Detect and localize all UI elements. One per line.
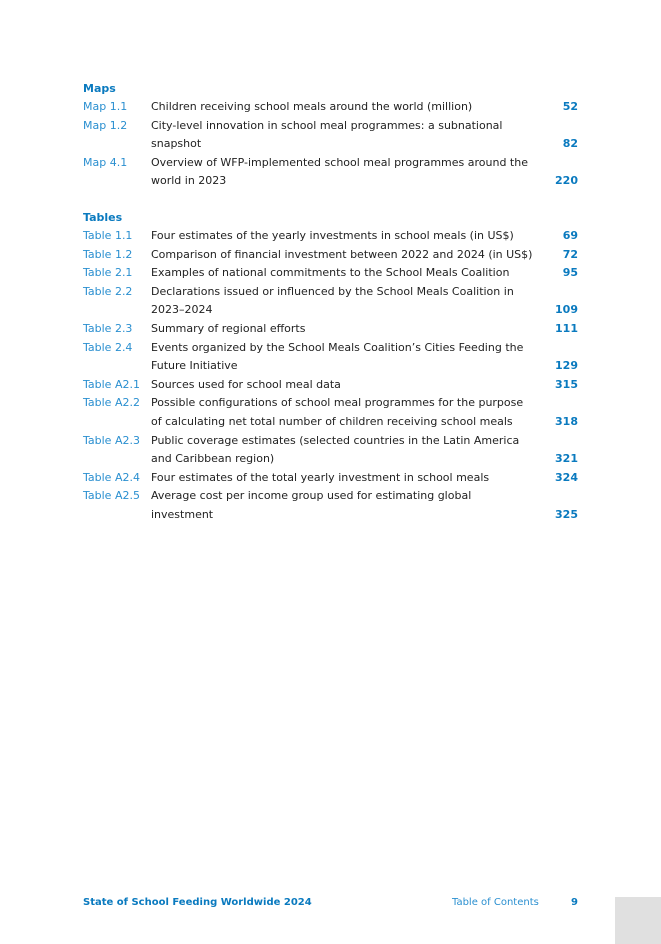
tables-heading: Tables xyxy=(83,211,123,224)
entry-label: Table 2.3 xyxy=(83,321,133,335)
entry-title: Examples of national commitments to the School Meals Coalition xyxy=(151,266,510,280)
footer-page-number: 9 xyxy=(571,897,578,908)
footer-section-link[interactable]: Table of Contents xyxy=(452,897,539,908)
toc-entry-map-4-1[interactable] xyxy=(83,154,578,191)
page-corner-tab xyxy=(615,897,661,944)
toc-entry-table-2-1[interactable] xyxy=(83,264,578,283)
tables-section xyxy=(83,209,578,525)
toc-entry-table-a2-4[interactable] xyxy=(83,469,578,488)
entry-page-link[interactable]: 95 xyxy=(562,266,578,280)
entry-page-link[interactable]: 69 xyxy=(562,229,578,242)
entry-page-link[interactable]: 82 xyxy=(562,137,578,151)
entry-page-link[interactable]: 129 xyxy=(555,359,578,373)
entry-label: Table A2.1 xyxy=(83,377,140,391)
maps-heading: Maps xyxy=(83,82,116,95)
entry-label: Map 1.2 xyxy=(83,118,128,132)
toc-entry-map-1-2[interactable] xyxy=(83,117,578,154)
toc-entry-table-a2-5[interactable] xyxy=(83,487,578,524)
toc-entry-table-a2-3[interactable] xyxy=(83,432,578,469)
footer-report-title: State of School Feeding Worldwide 2024 xyxy=(83,897,312,908)
toc-entry-table-2-4[interactable] xyxy=(83,339,578,376)
entry-title: Events organized by the School Meals Coalition’s Cities Feeding the Future Initiative xyxy=(151,340,524,373)
entry-label: Table 2.4 xyxy=(83,340,133,354)
entry-title: Comparison of financial investment between 2022 and 2024 (in US$) xyxy=(151,247,533,261)
entry-title: Overview of WFP-implemented school meal programmes around the world in 2023 xyxy=(151,155,528,188)
entry-label: Table A2.2 xyxy=(83,396,140,410)
toc-entry-table-2-2[interactable] xyxy=(83,283,578,320)
entry-page-link[interactable]: 109 xyxy=(555,303,578,317)
toc-entry-table-1-2[interactable] xyxy=(83,246,578,265)
entry-page-link[interactable]: 324 xyxy=(555,470,578,484)
entry-label: Map 1.1 xyxy=(83,100,128,113)
entry-title: Four estimates of the total yearly investment in school meals xyxy=(151,470,490,484)
entry-title: Possible configurations of school meal programmes for the purpose of calculating net total number of children receiving school meals xyxy=(151,396,524,428)
entry-label: Table 2.2 xyxy=(83,284,133,298)
entry-page-link[interactable]: 325 xyxy=(555,507,578,521)
entry-label: Table A2.3 xyxy=(83,433,140,447)
toc-entry-table-2-3[interactable] xyxy=(83,320,578,339)
entry-page-link[interactable]: 52 xyxy=(562,100,578,113)
entry-title: Declarations issued or influenced by the School Meals Coalition in 2023–2024 xyxy=(151,284,514,317)
entry-title: Summary of regional efforts xyxy=(151,321,306,335)
toc-entry-table-a2-2[interactable] xyxy=(83,394,578,431)
entry-label: Table 1.2 xyxy=(83,247,133,261)
entry-title: Public coverage estimates (selected countries in the Latin America and Caribbean region) xyxy=(151,433,520,466)
maps-section xyxy=(83,80,578,191)
entry-page-link[interactable]: 315 xyxy=(555,377,578,391)
entry-page-link[interactable]: 321 xyxy=(555,452,578,466)
entry-label: Table 1.1 xyxy=(83,229,133,242)
entry-page-link[interactable]: 318 xyxy=(555,414,578,428)
entry-page-link[interactable]: 220 xyxy=(555,174,578,188)
entry-title: City-level innovation in school meal programmes: a subnational snapshot xyxy=(151,118,503,151)
entry-title: Four estimates of the yearly investments in school meals (in US$) xyxy=(151,229,514,242)
entry-label: Table A2.5 xyxy=(83,489,140,503)
entry-title: Children receiving school meals around the world (million) xyxy=(151,100,473,113)
toc-entry-table-1-1[interactable] xyxy=(83,227,578,246)
entry-page-link[interactable]: 72 xyxy=(562,247,578,261)
toc-entry-table-a2-1[interactable] xyxy=(83,376,578,395)
entry-label: Table A2.4 xyxy=(83,470,140,484)
entry-title: Sources used for school meal data xyxy=(151,377,341,391)
toc-entry-map-1-1[interactable] xyxy=(83,98,578,117)
entry-title: Average cost per income group used for estimating global investment xyxy=(151,489,472,521)
entry-label: Map 4.1 xyxy=(83,155,128,169)
entry-label: Table 2.1 xyxy=(83,266,133,280)
entry-page-link[interactable]: 111 xyxy=(555,321,578,335)
